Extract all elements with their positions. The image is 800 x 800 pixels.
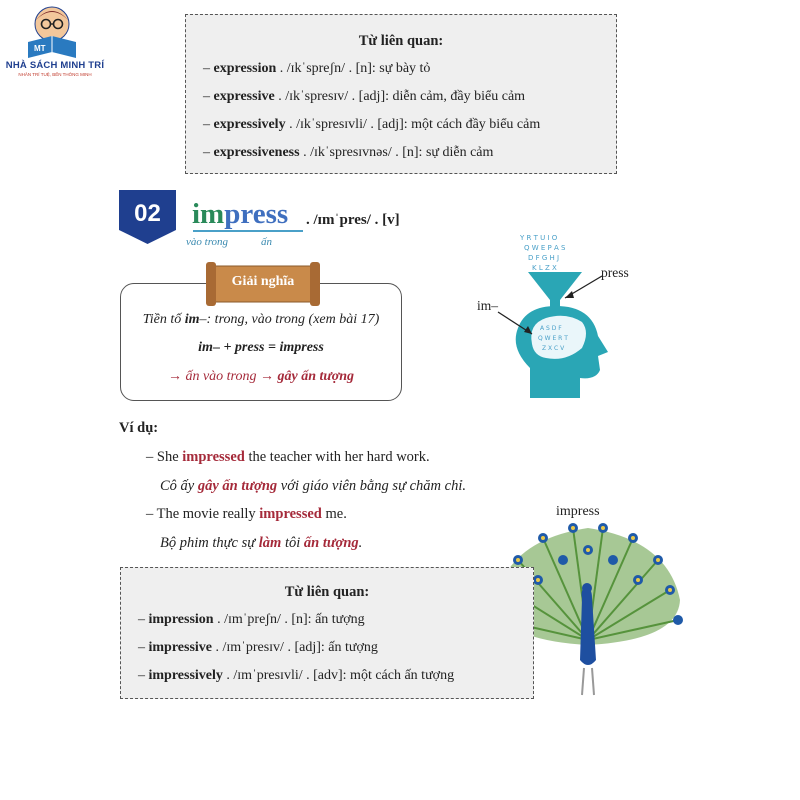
related-words-box-bottom [120,567,534,699]
related-definition: . /ɪmˈpreʃn/ . [n]: ấn tượng [213,612,365,627]
headword-underline [193,230,303,232]
related-definition: . /ɪkˈspresɪv/ . [adj]: diễn cảm, đầy biểu cảm [274,89,526,104]
related-words-box-top [185,14,617,174]
headword [192,198,288,231]
label-im: im– [477,298,499,313]
logo-mascot-icon [0,2,110,62]
example-2: – The movie really impressed me. [146,506,347,522]
pronunciation: . /ɪmˈpres/ . [v] [306,212,400,228]
related-word: impression [148,612,214,627]
example-2-translation: Bộ phim thực sự làm tôi ấn tượng. [160,535,363,551]
related-title: Từ liên quan: [358,33,444,49]
logo-slogan: NHÂN TRÍ TUỆ, BẾN THÔNG MINH [18,72,92,77]
label-press: press [601,265,629,280]
svg-text:Q W E P A S: Q W E P A S [524,244,566,252]
related-item: – expressiveness . /ɪkˈspresɪvnəs/ . [n]: sự diễn cảm [203,145,494,160]
related-definition: . /ɪkˈspresɪvnəs/ . [n]: sự diễn cảm [299,145,494,160]
svg-text:K L Z X: K L Z X [532,264,557,272]
meaning-line-2: im– + press = impress [198,340,324,355]
related-word: expressive [213,89,275,104]
meaning-tag: Giải nghĩa [231,274,295,289]
logo-name: NHÀ SÁCH MINH TRÍ [5,60,105,71]
related-item: – expressive . /ɪkˈspresɪv/ . [adj]: diễn cảm, đầy biểu cảm [203,89,526,104]
related-item: – impressive . /ɪmˈpresɪv/ . [adj]: ấn tượng [138,640,378,655]
related-word: expressiveness [213,145,300,160]
meaning-line-1: Tiền tố im–: trong, vào trong (xem bài 17) [142,312,380,327]
examples-label: Ví dụ: [119,420,159,436]
related-item: – impressively . /ɪmˈpresɪvli/ . [adv]: một cách ấn tượng [138,668,455,683]
related-definition: . /ɪmˈpresɪv/ . [adj]: ấn tượng [212,640,378,655]
logo-badge-text: MT [34,44,46,53]
related-definition: . /ɪkˈspresɪvli/ . [adj]: một cách đầy biểu cảm [285,117,541,132]
meaning-line-3: → ấn vào trong → gây ấn tượng [167,369,355,384]
svg-text:Y R T U I O: Y R T U I O [520,234,558,242]
related-item: – expressively . /ɪkˈspresɪvli/ . [adj]: một cách đầy biểu cảm [203,117,541,132]
entry-number: 02 [134,200,161,227]
related-item: – impression . /ɪmˈpreʃn/ . [n]: ấn tượng [138,612,365,627]
example-1-translation: Cô ấy gây ấn tượng với giáo viên bằng sự chăm chỉ. [160,478,466,494]
svg-text:Z X C V: Z X C V [542,345,565,352]
related-word: impressively [148,668,223,683]
example-1: – She impressed the teacher with her hard work. [146,449,430,465]
svg-text:A S D F: A S D F [540,325,562,332]
headword-root: press [224,198,289,230]
related-word: impressive [148,640,213,655]
related-definition: . /ɪmˈpresɪvli/ . [adv]: một cách ấn tượng [222,668,455,683]
related-definition: . /ɪkˈspreʃn/ . [n]: sự bày tỏ [276,61,431,76]
related-word: expressively [213,117,286,132]
prefix-meaning: vào trong [186,236,229,248]
label-impress: impress [556,504,600,519]
root-meaning: ấn [261,236,272,248]
related-title: Từ liên quan: [284,584,370,600]
related-word: expression [213,61,277,76]
logo [0,2,110,82]
head-press-illustration-icon [470,228,640,403]
related-item: – expression . /ɪkˈspreʃn/ . [n]: sự bày tỏ [203,61,431,76]
headword-prefix: im [192,198,225,230]
svg-text:D F G H J: D F G H J [528,254,560,262]
svg-text:Q W E R T: Q W E R T [538,335,568,342]
